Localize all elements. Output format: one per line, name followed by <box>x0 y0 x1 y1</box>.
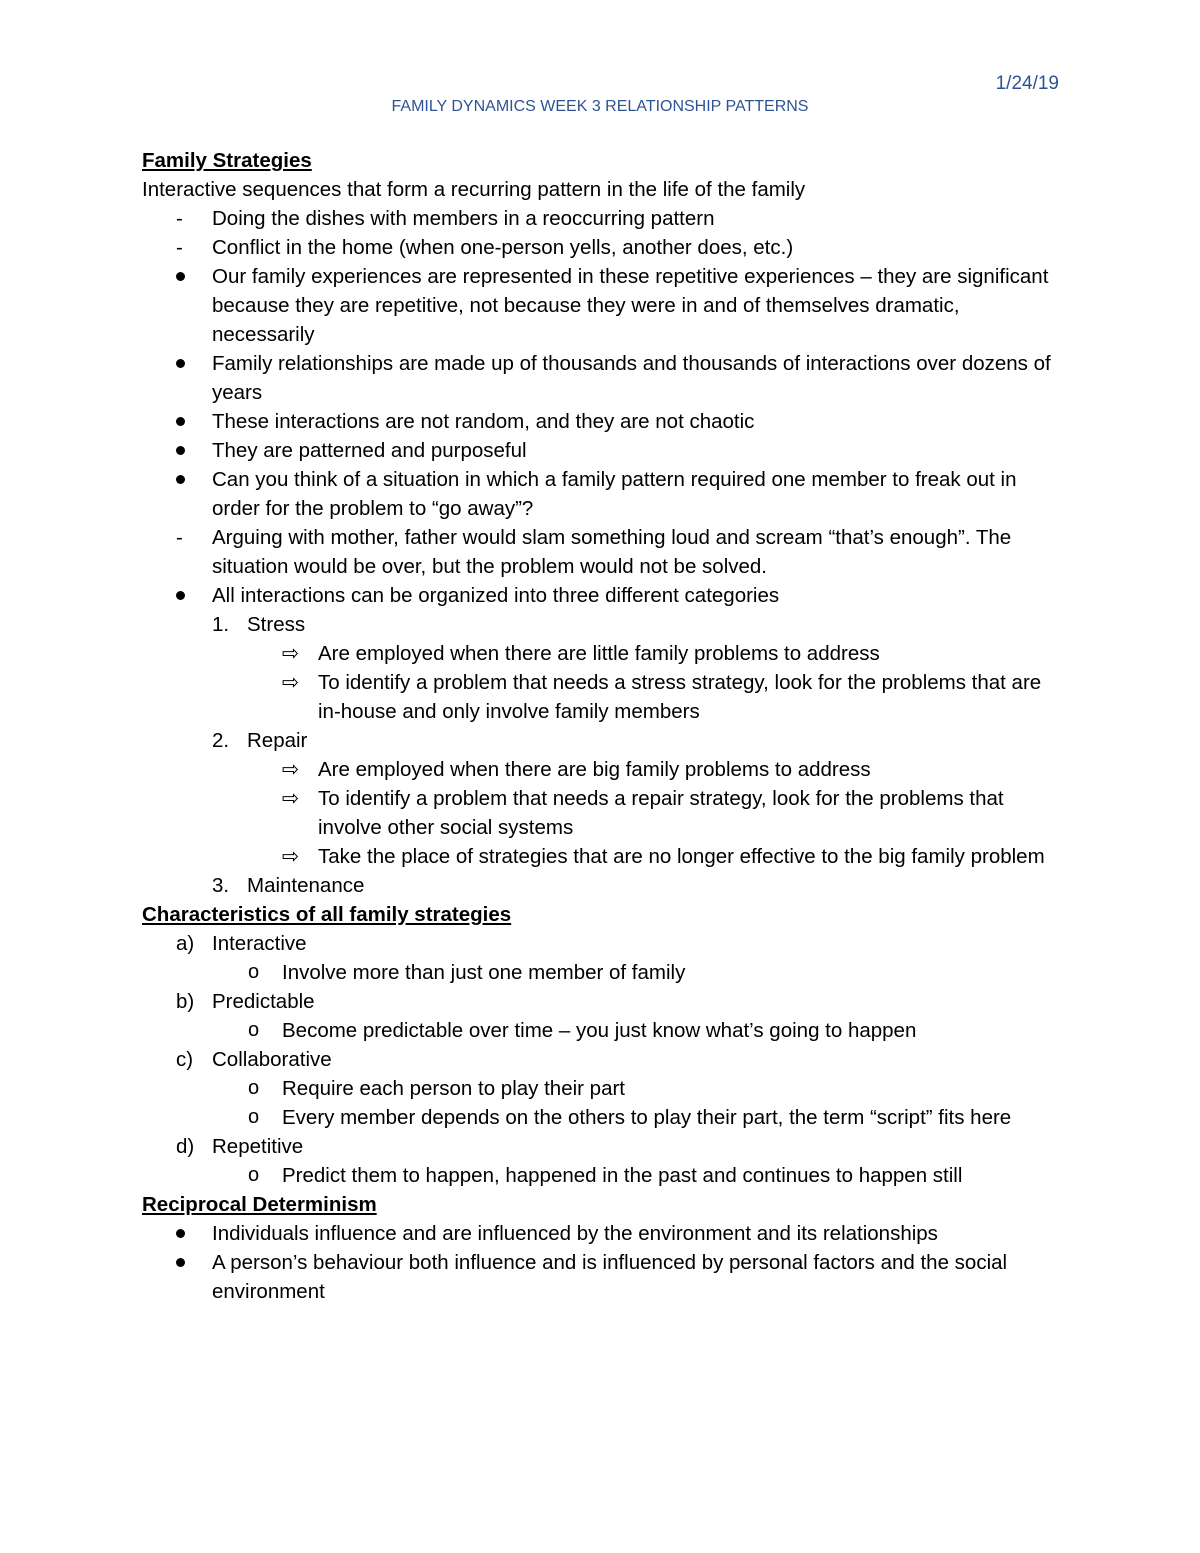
bullet-icon <box>176 359 185 368</box>
category-item <box>142 871 1062 900</box>
category-point <box>142 639 1062 668</box>
circle-bullet-icon: o <box>248 1019 260 1041</box>
list-item-text: These interactions are not random, and they are not chaotic <box>212 410 755 433</box>
list-item <box>142 204 1062 233</box>
category-label: Repair <box>247 729 308 752</box>
circle-bullet-icon: o <box>248 1106 260 1128</box>
list-item-text: Family relationships are made up of thousands and thousands of interactions over dozens of years <box>212 352 1051 404</box>
arrow-right-icon: ⇨ <box>282 758 300 781</box>
bullet-icon <box>176 1229 185 1238</box>
list-item-text: A person’s behaviour both influence and is influenced by personal factors and the social environment <box>212 1251 1008 1303</box>
characteristic-item <box>142 1132 1062 1161</box>
characteristic-letter: c) <box>176 1048 194 1071</box>
bullet-icon <box>176 1258 185 1267</box>
circle-bullet-icon: o <box>248 1164 260 1186</box>
characteristic-point <box>142 1016 1062 1045</box>
characteristic-letter: d) <box>176 1135 195 1158</box>
list-item <box>142 349 1062 407</box>
characteristic-item <box>142 1045 1062 1074</box>
section-heading-reciprocal-determinism: Reciprocal Determinism <box>142 1193 377 1216</box>
category-point <box>142 668 1062 726</box>
bullet-icon <box>176 591 185 600</box>
bullet-icon <box>176 272 185 281</box>
list-item <box>142 436 1062 465</box>
characteristic-label: Interactive <box>212 932 307 955</box>
bullet-icon <box>176 475 185 484</box>
circle-bullet-icon: o <box>248 1077 260 1099</box>
dash-marker: - <box>176 236 183 259</box>
arrow-right-icon: ⇨ <box>282 787 300 810</box>
characteristic-point-text: Predict them to happen, happened in the past and continues to happen still <box>282 1164 963 1187</box>
circle-bullet-icon: o <box>248 961 260 983</box>
paragraph-intro: Interactive sequences that form a recurring pattern in the life of the family <box>142 178 806 201</box>
section-heading-family-strategies: Family Strategies <box>142 149 312 172</box>
list-item <box>142 262 1062 349</box>
bullet-icon <box>176 417 185 426</box>
characteristic-letter: a) <box>176 932 195 955</box>
characteristic-point-text: Involve more than just one member of family <box>282 961 686 984</box>
list-item-text: They are patterned and purposeful <box>212 439 527 462</box>
category-number: 3. <box>212 874 230 897</box>
list-item-text: Arguing with mother, father would slam something loud and scream “that’s enough”. The situation would be over, but the problem would not be solved. <box>212 526 1012 578</box>
bullet-icon <box>176 446 185 455</box>
dash-marker: - <box>176 526 183 549</box>
arrow-right-icon: ⇨ <box>282 671 300 694</box>
characteristic-point <box>142 958 1062 987</box>
section-heading-characteristics: Characteristics of all family strategies <box>142 903 512 926</box>
category-number: 1. <box>212 613 230 636</box>
list-item-text: Doing the dishes with members in a reoccurring pattern <box>212 207 715 230</box>
list-item-text: Our family experiences are represented in these repetitive experiences – they are significant because they are repetitive, not because they were in and of themselves dramatic, necessarily <box>212 265 1049 346</box>
document-body <box>142 146 1062 1306</box>
characteristic-point-text: Require each person to play their part <box>282 1077 626 1100</box>
characteristic-point <box>142 1161 1062 1190</box>
document-date: 1/24/19 <box>995 73 1059 94</box>
category-point-text: Take the place of strategies that are no longer effective to the big family problem <box>318 845 1045 868</box>
category-point <box>142 784 1062 842</box>
list-item <box>142 1248 1062 1306</box>
category-point-text: To identify a problem that needs a stress strategy, look for the problems that are in-house and only involve family members <box>318 671 1042 723</box>
category-item <box>142 610 1062 639</box>
list-item-text: Can you think of a situation in which a family pattern required one member to freak out in order for the problem to “go away”? <box>212 468 1017 520</box>
characteristic-point <box>142 1103 1062 1132</box>
characteristic-point-text: Become predictable over time – you just know what’s going to happen <box>282 1019 917 1042</box>
category-point-text: Are employed when there are big family problems to address <box>318 758 871 781</box>
category-point <box>142 842 1062 871</box>
list-item <box>142 581 1062 610</box>
characteristic-point-text: Every member depends on the others to play their part, the term “script” fits here <box>282 1106 1012 1129</box>
characteristic-item <box>142 987 1062 1016</box>
category-label: Maintenance <box>247 874 365 897</box>
characteristic-point <box>142 1074 1062 1103</box>
arrow-right-icon: ⇨ <box>282 845 300 868</box>
category-number: 2. <box>212 729 230 752</box>
category-point-text: Are employed when there are little family problems to address <box>318 642 880 665</box>
list-item <box>142 465 1062 523</box>
category-point <box>142 755 1062 784</box>
list-item-text: Conflict in the home (when one-person yells, another does, etc.) <box>212 236 794 259</box>
characteristic-label: Collaborative <box>212 1048 332 1071</box>
list-item-text: All interactions can be organized into three different categories <box>212 584 780 607</box>
characteristic-letter: b) <box>176 990 195 1013</box>
list-item <box>142 407 1062 436</box>
arrow-right-icon: ⇨ <box>282 642 300 665</box>
list-item <box>142 1219 1062 1248</box>
characteristic-label: Repetitive <box>212 1135 304 1158</box>
dash-marker: - <box>176 207 183 230</box>
category-item <box>142 726 1062 755</box>
category-point-text: To identify a problem that needs a repair strategy, look for the problems that involve other social systems <box>318 787 1004 839</box>
characteristic-item <box>142 929 1062 958</box>
document-title: FAMILY DYNAMICS WEEK 3 RELATIONSHIP PATTERNS <box>391 98 809 115</box>
family-strategies-list <box>142 204 1062 900</box>
reciprocal-determinism-list <box>142 1219 1062 1306</box>
category-label: Stress <box>247 613 306 636</box>
list-item <box>142 523 1062 581</box>
list-item <box>142 233 1062 262</box>
characteristic-label: Predictable <box>212 990 315 1013</box>
characteristics-list <box>142 929 1062 1190</box>
list-item-text: Individuals influence and are influenced by the environment and its relationships <box>212 1222 938 1245</box>
